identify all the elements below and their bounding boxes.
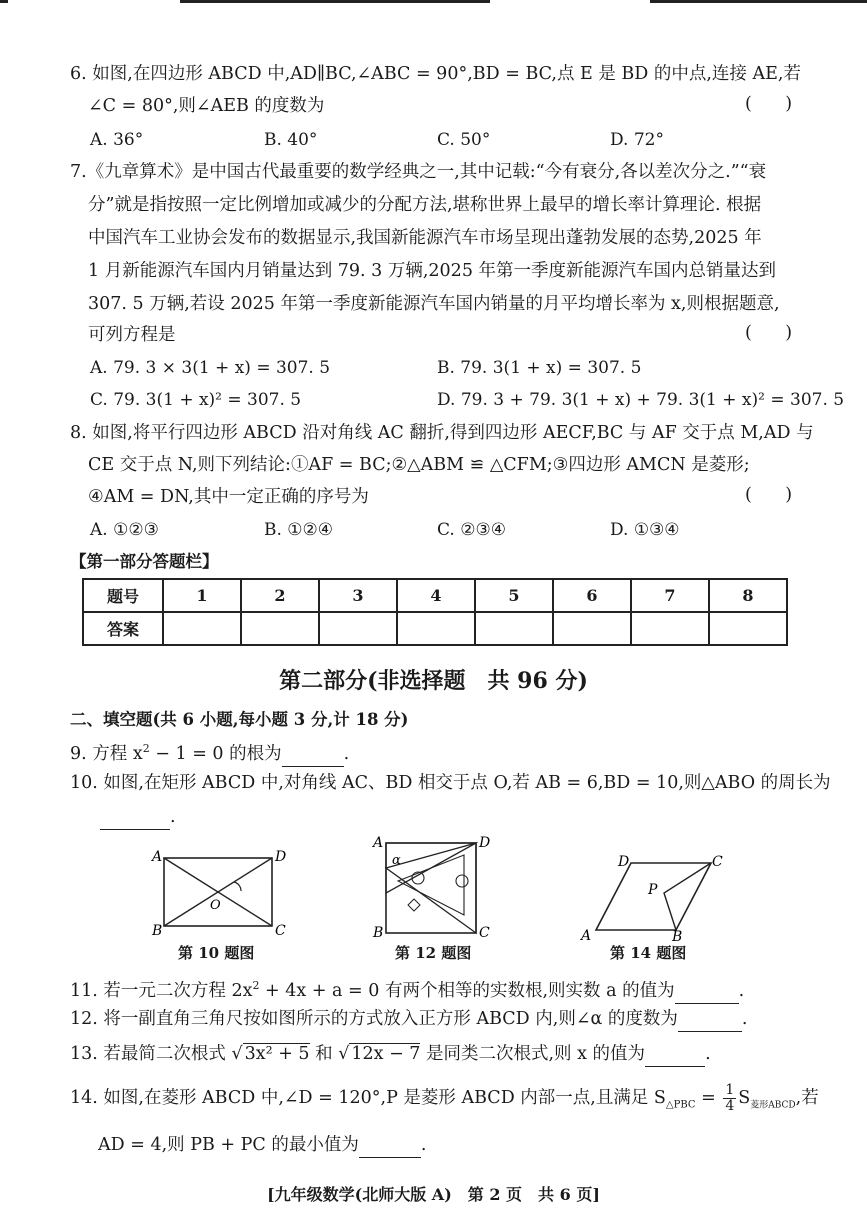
fig10-label-c: C [275, 923, 286, 939]
q13-answer-blank[interactable] [645, 1042, 705, 1067]
q13-post-text: 是同类二次根式,则 x 的值为 [420, 1044, 646, 1064]
q7-line5: 307. 5 万辆,若设 2025 年第一季度新能源汽车国内销量的月平均增长率为 x,则根据题意, [88, 294, 780, 314]
q14-frac-denominator: 4 [725, 1098, 735, 1114]
figure-10 [148, 845, 298, 940]
q8-option-c: C. ②③④ [437, 520, 506, 540]
fig12-ruler-hole-2 [456, 875, 468, 887]
q14-line1 [70, 1083, 819, 1118]
answer-table-num-7: 7 [631, 579, 709, 612]
fig12-label-c: C [479, 925, 490, 941]
answer-cell-6[interactable] [553, 612, 631, 645]
fig10-caption: 第 10 题图 [178, 944, 255, 962]
fig10-label-a: A [152, 849, 163, 865]
fig12-ruler-diamond [408, 899, 420, 911]
q7-line3: 中国汽车工业协会发布的数据显示,我国新能源汽车市场呈现出蓬勃发展的态势,2025 年 [88, 228, 762, 248]
q14-eq: = [695, 1088, 722, 1108]
answer-table-row2-label: 答案 [83, 612, 163, 645]
q13-pre: 13. 若最简二次根式 [70, 1044, 232, 1064]
q13-radicand-1: 3x² + 5 [244, 1044, 310, 1064]
top-border-mid [180, 0, 490, 3]
answer-table [82, 578, 788, 646]
part2-title: 第二部分(非选择题 共 96 分) [279, 668, 588, 694]
q13-radical-sign-2: √ [338, 1044, 350, 1064]
fig14-segments-pb-pc [664, 863, 711, 930]
q14-sub-rhombus: 菱形ABCD [750, 1100, 796, 1111]
fig14-label-p: P [648, 882, 658, 898]
top-border-right [650, 0, 867, 3]
q8-line3: ④AM = DN,其中一定正确的序号为 [88, 487, 369, 507]
q13-radicand-2: 12x − 7 [351, 1044, 421, 1064]
q7-option-d: D. 79. 3 + 79. 3(1 + x) + 79. 3(1 + x)² = 307. 5 [437, 390, 845, 410]
q6-option-b: B. 40° [264, 130, 318, 150]
answer-table-num-8: 8 [709, 579, 787, 612]
q13-radical-sign-1: √ [231, 1044, 243, 1064]
q8-line1: 8. 如图,将平行四边形 ABCD 沿对角线 AC 翻折,得到四边形 AECF,BC 与 AF 交于点 M,AD 与 [70, 423, 814, 443]
q8-line2: CE 交于点 N,则下列结论:①AF = BC;②△ABM ≌ △CFM;③四边形 AMCN 是菱形; [88, 455, 750, 475]
answer-cell-3[interactable] [319, 612, 397, 645]
fig14-caption: 第 14 题图 [610, 944, 687, 962]
q8-answer-paren: ( ) [745, 485, 793, 505]
q9-sup: 2 [142, 742, 150, 755]
q7-line2: 分”就是指按照一定比例增加或减少的分配方法,堪称世界上最早的增长率计算理论. 根据 [88, 195, 762, 215]
figure-14 [576, 850, 726, 942]
q14-s: S [738, 1088, 751, 1108]
q14-frac-numerator: 1 [725, 1082, 735, 1098]
q6-line2: ∠C = 80°,则∠AEB 的度数为 [88, 96, 325, 116]
q6-option-a: A. 36° [90, 130, 144, 150]
answer-table-num-6: 6 [553, 579, 631, 612]
q11-post: . [738, 980, 745, 1001]
q14-answer-blank[interactable] [359, 1133, 421, 1158]
q8-option-d: D. ①③④ [610, 520, 680, 540]
q11-pre: 11. 若一元二次方程 2x [70, 980, 253, 1001]
q10-line2 [100, 805, 176, 830]
q7-line6: 可列方程是 [88, 325, 176, 345]
q11-line [70, 974, 744, 1004]
q9-answer-blank[interactable] [282, 742, 344, 767]
fill-in-section-header: 二、填空题(共 6 小题,每小题 3 分,计 18 分) [70, 710, 409, 729]
fig10-angle-mark [234, 882, 241, 891]
q9-pre: 9. 方程 x [70, 743, 143, 764]
fig12-label-d: D [479, 835, 491, 851]
q9-post: . [343, 743, 350, 764]
q11-mid: + 4x + a = 0 有两个相等的实数根,则实数 a 的值为 [259, 980, 675, 1001]
answer-table-num-5: 5 [475, 579, 553, 612]
answer-cell-5[interactable] [475, 612, 553, 645]
q7-option-c: C. 79. 3(1 + x)² = 307. 5 [90, 390, 302, 410]
q7-option-b: B. 79. 3(1 + x) = 307. 5 [437, 358, 642, 378]
q10-post: . [170, 807, 176, 827]
answer-cell-4[interactable] [397, 612, 475, 645]
q12-line [70, 1007, 747, 1032]
q8-option-b: B. ①②④ [264, 520, 334, 540]
q12-post: . [741, 1009, 748, 1029]
q13-and: 和 [309, 1044, 339, 1064]
answer-cell-7[interactable] [631, 612, 709, 645]
q7-answer-paren: ( ) [745, 323, 793, 343]
q8-option-a: A. ①②③ [90, 520, 159, 540]
page-footer: [九年级数学(北师大版 A) 第 2 页 共 6 页] [267, 1185, 600, 1204]
q11-sup: 2 [252, 979, 260, 992]
answer-table-num-1: 1 [163, 579, 241, 612]
fig12-inner-ruler-cut [398, 855, 464, 915]
q14-line2-text: AD = 4,则 PB + PC 的最小值为 [98, 1135, 359, 1155]
answer-table-num-3: 3 [319, 579, 397, 612]
q14-line2 [98, 1133, 426, 1158]
fig12-caption: 第 12 题图 [395, 944, 472, 962]
answer-table-answer-row [83, 612, 787, 645]
figure-12 [368, 833, 498, 943]
fig10-label-o: O [210, 898, 221, 913]
q9-line [70, 737, 349, 767]
q7-line4: 1 月新能源汽车国内月销量达到 79. 3 万辆,2025 年第一季度新能源汽车国内总销量达到 [88, 261, 777, 281]
answer-table-num-4: 4 [397, 579, 475, 612]
fig14-label-b: B [672, 929, 683, 942]
fig14-label-a: A [581, 928, 592, 942]
answer-bar-title: 【第一部分答题栏】 [70, 552, 219, 571]
q14-pre: 14. 如图,在菱形 ABCD 中,∠D = 120°,P 是菱形 ABCD 内部一点,且满足 S [70, 1088, 666, 1108]
q14-fraction [723, 1083, 736, 1114]
q12-text: 12. 将一副直角三角尺按如图所示的方式放入正方形 ABCD 内,则∠α 的度数为 [70, 1009, 678, 1029]
q9-mid: − 1 = 0 的根为 [149, 743, 282, 764]
answer-table-header-row [83, 579, 787, 612]
q7-option-a: A. 79. 3 × 3(1 + x) = 307. 5 [90, 358, 331, 378]
q7-line1: 7.《九章算术》是中国古代最重要的数学经典之一,其中记载:“今有衰分,各以差次分之.”“衰 [70, 162, 767, 182]
q6-option-d: D. 72° [610, 130, 664, 150]
q13-line [70, 1042, 711, 1067]
fig12-label-b: B [373, 925, 384, 941]
q6-line1: 6. 如图,在四边形 ABCD 中,AD∥BC,∠ABC = 90°,BD = BC,点 E 是 BD 的中点,连接 AE,若 [70, 64, 801, 84]
fig14-label-d: D [618, 854, 630, 870]
top-border-left [0, 0, 8, 3]
q14-tail: ,若 [795, 1088, 819, 1108]
q12-answer-blank[interactable] [678, 1007, 742, 1032]
answer-cell-2[interactable] [241, 612, 319, 645]
answer-cell-8[interactable] [709, 612, 787, 645]
answer-table-row1-label: 题号 [83, 579, 163, 612]
fig10-label-d: D [275, 849, 287, 865]
fig14-label-c: C [712, 854, 723, 870]
fig10-label-b: B [152, 923, 163, 939]
q14-sub-pbc: △PBC [665, 1099, 696, 1111]
answer-table-num-2: 2 [241, 579, 319, 612]
q10-line1: 10. 如图,在矩形 ABCD 中,对角线 AC、BD 相交于点 O,若 AB = 6,BD = 10,则△ABO 的周长为 [70, 773, 831, 793]
q10-answer-blank[interactable] [100, 805, 170, 830]
answer-cell-1[interactable] [163, 612, 241, 645]
q11-answer-blank[interactable] [675, 979, 739, 1004]
q6-option-c: C. 50° [437, 130, 491, 150]
q14-post: . [420, 1135, 427, 1155]
q13-post: . [705, 1044, 711, 1064]
fig12-label-alpha: α [392, 853, 401, 868]
q6-answer-paren: ( ) [745, 94, 793, 114]
fig12-label-a: A [373, 835, 384, 851]
